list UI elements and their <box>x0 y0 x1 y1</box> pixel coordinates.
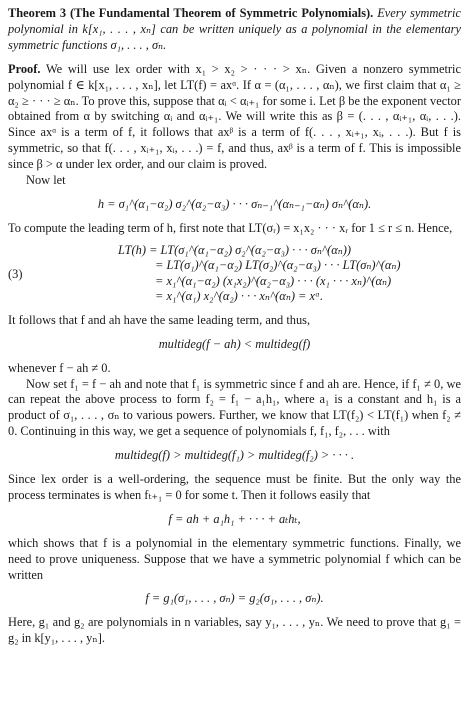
equation-g: f = g₁(σ₁, . . . , σₙ) = g₂(σ₁, . . . , σₙ). <box>145 591 324 606</box>
proof-paragraph-3: It follows that f and ah have the same leading term, and thus, <box>8 312 311 327</box>
proof-paragraph-6: Since lex order is a well-ordering, the sequence must be finite. But the only way the process terminates is when fₜ₊₁ = 0 for some t. Then it follows easily that <box>8 472 461 502</box>
proof-paragraph-7: which shows that f is a polynomial in the elementary symmetric functions. Finally, we need to prove uniqueness. Suppose that we have a symmetric polynomial f which can be written <box>8 535 461 582</box>
equation-multideg: multideg(f − ah) < multideg(f) <box>158 336 311 351</box>
proof-paragraph-2: To compute the leading term of h, first note that LT(σᵣ) = x₁x₂ · · · xᵣ for 1 ≤ r ≤ n. Hence, <box>8 220 453 235</box>
proof-paragraph-4: whenever f − ah ≠ 0. <box>8 360 111 375</box>
theorem-heading: Theorem 3 (The Fundamental Theorem of Symmetric Polynomials). <box>8 6 374 20</box>
proof-label: Proof. <box>8 61 41 76</box>
equation-h: h = σ₁^(α₁−α₂) σ₂^(α₂−α₃) · · · σₙ₋₁^(αₙ₋₁−αₙ) σₙ^(αₙ). <box>97 196 372 211</box>
proof-text-1: We will use lex order with x₁ > x₂ > · · · > xₙ. Given a nonzero symmetric polynomial f ∈ k[x₁, . . . , xₙ], let LT(f) = axᵅ. If α = (α₁, . . . , αₙ), we first claim that α₁ ≥ α₂ ≥ · · · ≥ αₙ. To prove this, suppose that αᵢ < αᵢ₊₁ for some i. Let β be the exponent vector obtained from α by switching αᵢ and αᵢ₊₁. We will write this as β = (. . . , αᵢ₊₁, αᵢ, . . .). Since axᵅ is a term of f, it follows that axᵝ is a term of f(. . . , xᵢ₊₁, xᵢ, . . .). But f is symmetric, so that f(. . . , xᵢ₊₁, xᵢ, . . .) = f, and thus, axᵝ is a term of f. This is impossible since β > α under lex order, and our claim is proved. <box>8 61 461 172</box>
theorem-body: Every symmetric polynomial in k[x₁, . . . , xₙ] can be written uniquely as a polynomial in the elementary symmetric functions σ₁, . . . , σₙ. <box>8 6 461 52</box>
equation-f-sum: f = ah + a₁h₁ + · · · + aₜhₜ, <box>168 511 301 526</box>
equation-3-line: = x₁^(α₁−α₂) (x₁x₂)^(α₂−α₃) · · · (x₁ · · · xₙ)^(αₙ) <box>155 273 392 288</box>
theorem-statement <box>8 6 461 54</box>
equation-3-lines <box>118 243 401 305</box>
proof-paragraph-5: Now set f₁ = f − ah and note that f₁ is symmetric since f and ah are. Hence, if f₁ ≠ 0, we can repeat the above process to form f₂ = f₁ − a₁h₁, where a₁ is a constant and h₁ is a product of σ₁, . . . , σₙ to various powers. Further, we know that LT(f₂) < LT(f₁) when f₂ ≠ 0. Continuing in this way, we get a sequence of polynomials f, f₁, f₂, . . . with <box>8 376 461 439</box>
now-let-text: Now let <box>26 173 66 188</box>
equation-sequence: multideg(f) > multideg(f₁) > multideg(f₂) > · · · . <box>114 448 355 463</box>
proof-paragraph-1 <box>8 62 461 173</box>
equation-3-label: (3) <box>8 266 23 281</box>
equation-3-block <box>8 243 461 307</box>
equation-3-line: = LT(σ₁)^(α₁−α₂) LT(σ₂)^(α₂−α₃) · · · LT(σₙ)^(αₙ) <box>155 258 401 273</box>
equation-3-line: = x₁^(α₁) x₂^(α₂) · · · xₙ^(αₙ) = xᵅ. <box>155 289 324 304</box>
equation-3-line: LT(h) = LT(σ₁^(α₁−α₂) σ₂^(α₂−α₃) · · · σₙ^(αₙ)) <box>118 242 352 257</box>
proof-paragraph-8: Here, g₁ and g₂ are polynomials in n variables, say y₁, . . . , yₙ. We need to prove that g₁ = g₂ in k[y₁, . . . , yₙ]. <box>8 615 461 646</box>
